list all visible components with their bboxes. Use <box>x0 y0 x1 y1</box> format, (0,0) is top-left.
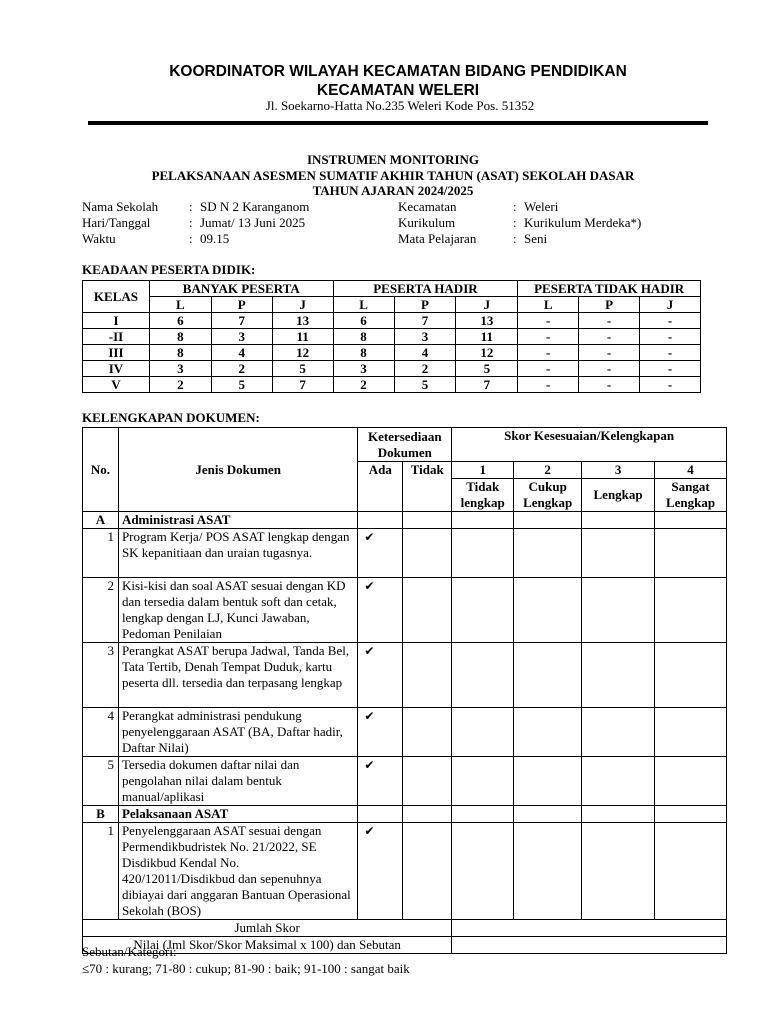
cell: 7 <box>211 313 272 329</box>
info-value: Seni <box>524 231 548 246</box>
no-header: No. <box>83 428 119 512</box>
table-row <box>83 529 727 578</box>
kelas-cell: -II <box>83 329 150 345</box>
score-2-header: 2 <box>514 462 582 479</box>
info-right <box>398 199 641 247</box>
empty-cell <box>358 512 403 529</box>
item-text: Program Kerja/ POS ASAT lengkap dengan SK kepanitiaan dan uraian tugasnya. <box>118 529 357 578</box>
score-cell <box>452 757 514 806</box>
item-text: Kisi-kisi dan soal ASAT sesuai dengan KD dan tersedia dalam bentuk soft dan cetak, lengkap dengan LJ, Kunci Jawaban, Pedoman Penilaian <box>118 578 357 643</box>
empty-cell <box>514 806 582 823</box>
score-cell <box>655 529 727 578</box>
cell: 5 <box>394 377 456 393</box>
score-cell <box>655 643 727 708</box>
cell: - <box>579 361 640 377</box>
empty-cell <box>582 512 655 529</box>
cell: 12 <box>272 345 333 361</box>
score-cell <box>514 529 582 578</box>
info-row <box>398 215 641 231</box>
sub-header: L <box>149 297 211 313</box>
category-notes <box>82 943 410 977</box>
score-cell <box>452 823 514 920</box>
tidak-header: Tidak <box>403 462 452 512</box>
sub-header: J <box>272 297 333 313</box>
check-icon: ✔ <box>358 823 403 920</box>
documents-table <box>82 427 727 954</box>
jumlah-skor-label: Jumlah Skor <box>83 920 452 937</box>
cell: 5 <box>456 361 518 377</box>
cell: 4 <box>211 345 272 361</box>
cell: - <box>640 329 701 345</box>
info-row <box>82 199 309 215</box>
info-value: Weleri <box>524 199 559 214</box>
score-cell <box>452 708 514 757</box>
cell: 2 <box>333 377 394 393</box>
item-no: 2 <box>83 578 119 643</box>
score-label: Tidak lengkap <box>452 479 514 512</box>
info-colon: : <box>513 199 517 214</box>
score-cell <box>452 578 514 643</box>
cell: 3 <box>394 329 456 345</box>
sub-header: L <box>333 297 394 313</box>
title-line-2: PELAKSANAAN ASESMEN SUMATIF AKHIR TAHUN (ASAT) SEKOLAH DASAR <box>151 167 635 183</box>
info-label: Hari/Tanggal <box>82 215 151 230</box>
kelas-cell: V <box>83 377 150 393</box>
section-title: Administrasi ASAT <box>118 512 357 529</box>
item-text: Perangkat ASAT berupa Jadwal, Tanda Bel, Tata Tertib, Denah Tempat Duduk, kartu peserta dll. tersedia dan terpasang lengkap <box>118 643 357 708</box>
cell: - <box>579 329 640 345</box>
ketersediaan-header: Ketersediaan Dokumen <box>358 428 452 462</box>
ada-header: Ada <box>358 462 403 512</box>
cell: 7 <box>272 377 333 393</box>
empty-cell <box>452 806 514 823</box>
score-cell <box>655 578 727 643</box>
check-icon: ✔ <box>358 578 403 643</box>
cell: 11 <box>272 329 333 345</box>
score-cell <box>582 757 655 806</box>
jenis-dokumen-header: Jenis Dokumen <box>118 428 357 512</box>
table-row <box>83 757 727 806</box>
cell: 6 <box>149 313 211 329</box>
header-divider <box>88 121 708 125</box>
cell: 8 <box>149 345 211 361</box>
cell: - <box>579 345 640 361</box>
empty-cell <box>403 512 452 529</box>
cell: 12 <box>456 345 518 361</box>
cell: - <box>518 361 579 377</box>
score-cell <box>514 757 582 806</box>
empty-cell <box>358 806 403 823</box>
table-row <box>83 313 701 329</box>
info-label: Mata Pelajaran <box>398 231 477 246</box>
item-no: 1 <box>83 529 119 578</box>
score-cell <box>582 578 655 643</box>
tidak-cell <box>403 529 452 578</box>
cell: 2 <box>211 361 272 377</box>
jumlah-skor-row <box>83 920 727 937</box>
nilai-value <box>452 937 727 954</box>
info-value: 09.15 <box>200 231 230 246</box>
check-icon: ✔ <box>358 757 403 806</box>
title-line-3: TAHUN AJARAN 2024/2025 <box>312 183 474 198</box>
score-cell <box>655 757 727 806</box>
table-row <box>83 578 727 643</box>
check-icon: ✔ <box>358 529 403 578</box>
table-row <box>83 643 727 708</box>
cell: 4 <box>394 345 456 361</box>
score-3-header: 3 <box>582 462 655 479</box>
org-line-2: KECAMATAN WELERI <box>316 82 480 99</box>
info-row <box>398 231 641 247</box>
score-cell <box>582 643 655 708</box>
sub-header: J <box>640 297 701 313</box>
score-1-header: 1 <box>452 462 514 479</box>
tidak-cell <box>403 757 452 806</box>
kelas-cell: I <box>83 313 150 329</box>
tidak-cell <box>403 643 452 708</box>
cell: - <box>579 313 640 329</box>
category-title: Sebutan/Kategori: <box>82 944 177 959</box>
info-value: Kurikulum Merdeka*) <box>524 215 642 230</box>
info-row <box>82 215 309 231</box>
item-text: Tersedia dokumen daftar nilai dan pengolahan nilai dalam bentuk manual/aplikasi <box>118 757 357 806</box>
section-code: B <box>83 806 119 823</box>
cell: - <box>640 377 701 393</box>
section-row <box>83 512 727 529</box>
peserta-hadir-header: PESERTA HADIR <box>333 281 518 297</box>
participants-section-title: KEADAAN PESERTA DIDIK: <box>82 262 256 277</box>
score-cell <box>514 823 582 920</box>
info-value: SD N 2 Karanganom <box>200 199 310 214</box>
tidak-cell <box>403 708 452 757</box>
instrument-title <box>0 152 768 199</box>
cell: - <box>579 377 640 393</box>
score-4-header: 4 <box>655 462 727 479</box>
score-cell <box>582 708 655 757</box>
documents-section-title: KELENGKAPAN DOKUMEN: <box>82 410 260 425</box>
empty-cell <box>403 806 452 823</box>
table-row <box>83 377 701 393</box>
info-colon: : <box>189 231 193 246</box>
participants-table <box>82 280 701 393</box>
cell: 8 <box>149 329 211 345</box>
info-label: Waktu <box>82 231 116 246</box>
section-row <box>83 806 727 823</box>
cell: 7 <box>394 313 456 329</box>
skor-header: Skor Kesesuaian/Kelengkapan <box>452 428 727 462</box>
cell: 5 <box>211 377 272 393</box>
score-cell <box>582 529 655 578</box>
cell: 11 <box>456 329 518 345</box>
score-cell <box>452 529 514 578</box>
score-cell <box>514 708 582 757</box>
score-label: Cukup Lengkap <box>514 479 582 512</box>
kelas-cell: III <box>83 345 150 361</box>
info-colon: : <box>189 215 193 230</box>
section-code: A <box>83 512 119 529</box>
sub-header: L <box>518 297 579 313</box>
score-cell <box>582 823 655 920</box>
cell: 8 <box>333 329 394 345</box>
cell: 7 <box>456 377 518 393</box>
score-cell <box>655 708 727 757</box>
tidak-cell <box>403 823 452 920</box>
cell: 2 <box>394 361 456 377</box>
cell: - <box>518 313 579 329</box>
cell: - <box>640 313 701 329</box>
address: Jl. Soekarno-Hatta No.235 Weleri Kode Pos. 51352 <box>265 98 535 113</box>
item-no: 1 <box>83 823 119 920</box>
info-label: Kurikulum <box>398 215 456 230</box>
sub-header: J <box>456 297 518 313</box>
empty-cell <box>452 512 514 529</box>
tidak-cell <box>403 578 452 643</box>
info-colon: : <box>513 215 517 230</box>
table-row <box>83 708 727 757</box>
cell: 13 <box>456 313 518 329</box>
empty-cell <box>655 512 727 529</box>
item-no: 4 <box>83 708 119 757</box>
cell: 2 <box>149 377 211 393</box>
empty-cell <box>514 512 582 529</box>
sub-header: P <box>211 297 272 313</box>
item-text: Penyelenggaraan ASAT sesuai dengan Permendikbudristek No. 21/2022, SE Disdikbud Kendal No. 420/12011/Disdikbud dan sepenuhnya dibiayai dari anggaran Bantuan Operasional Sekolah (BOS) <box>118 823 357 920</box>
banyak-peserta-header: BANYAK PESERTA <box>149 281 333 297</box>
info-label: Nama Sekolah <box>82 199 159 214</box>
cell: - <box>518 377 579 393</box>
section-title: Pelaksanaan ASAT <box>118 806 357 823</box>
item-no: 5 <box>83 757 119 806</box>
org-line-1: KOORDINATOR WILAYAH KECAMATAN BIDANG PENDIDIKAN <box>169 63 627 80</box>
score-label: Sangat Lengkap <box>655 479 727 512</box>
score-label: Lengkap <box>582 479 655 512</box>
cell: - <box>518 329 579 345</box>
info-row <box>82 231 309 247</box>
check-icon: ✔ <box>358 708 403 757</box>
organization-title <box>0 62 768 100</box>
score-cell <box>655 823 727 920</box>
cell: 8 <box>333 345 394 361</box>
nilai-label: Nilai (Jml Skor/Skor Maksimal x 100) dan Sebutan <box>83 937 452 954</box>
item-text: Perangkat administrasi pendukung penyelenggaraan ASAT (BA, Daftar hadir, Daftar Nilai) <box>118 708 357 757</box>
cell: 6 <box>333 313 394 329</box>
check-icon: ✔ <box>358 643 403 708</box>
cell: 5 <box>272 361 333 377</box>
info-label: Kecamatan <box>398 199 457 214</box>
sub-header: P <box>579 297 640 313</box>
empty-cell <box>582 806 655 823</box>
cell: 3 <box>149 361 211 377</box>
cell: 13 <box>272 313 333 329</box>
info-row <box>398 199 641 215</box>
cell: - <box>518 345 579 361</box>
title-line-1: INSTRUMEN MONITORING <box>306 152 480 167</box>
score-cell <box>514 643 582 708</box>
cell: 3 <box>333 361 394 377</box>
kelas-header: KELAS <box>83 281 150 313</box>
empty-cell <box>655 806 727 823</box>
table-row <box>83 345 701 361</box>
cell: - <box>640 345 701 361</box>
table-row <box>83 361 701 377</box>
item-no: 3 <box>83 643 119 708</box>
score-cell <box>514 578 582 643</box>
peserta-tidak-hadir-header: PESERTA TIDAK HADIR <box>518 281 701 297</box>
table-row <box>83 329 701 345</box>
cell: 3 <box>211 329 272 345</box>
sub-header: P <box>394 297 456 313</box>
cell: - <box>640 361 701 377</box>
jumlah-skor-value <box>452 920 727 937</box>
info-left <box>82 199 309 247</box>
category-legend: ≤70 : kurang; 71-80 : cukup; 81-90 : baik; 91-100 : sangat baik <box>82 961 410 976</box>
info-colon: : <box>513 231 517 246</box>
info-value: Jumat/ 13 Juni 2025 <box>200 215 306 230</box>
kelas-cell: IV <box>83 361 150 377</box>
table-row <box>83 823 727 920</box>
score-cell <box>452 643 514 708</box>
info-colon: : <box>189 199 193 214</box>
